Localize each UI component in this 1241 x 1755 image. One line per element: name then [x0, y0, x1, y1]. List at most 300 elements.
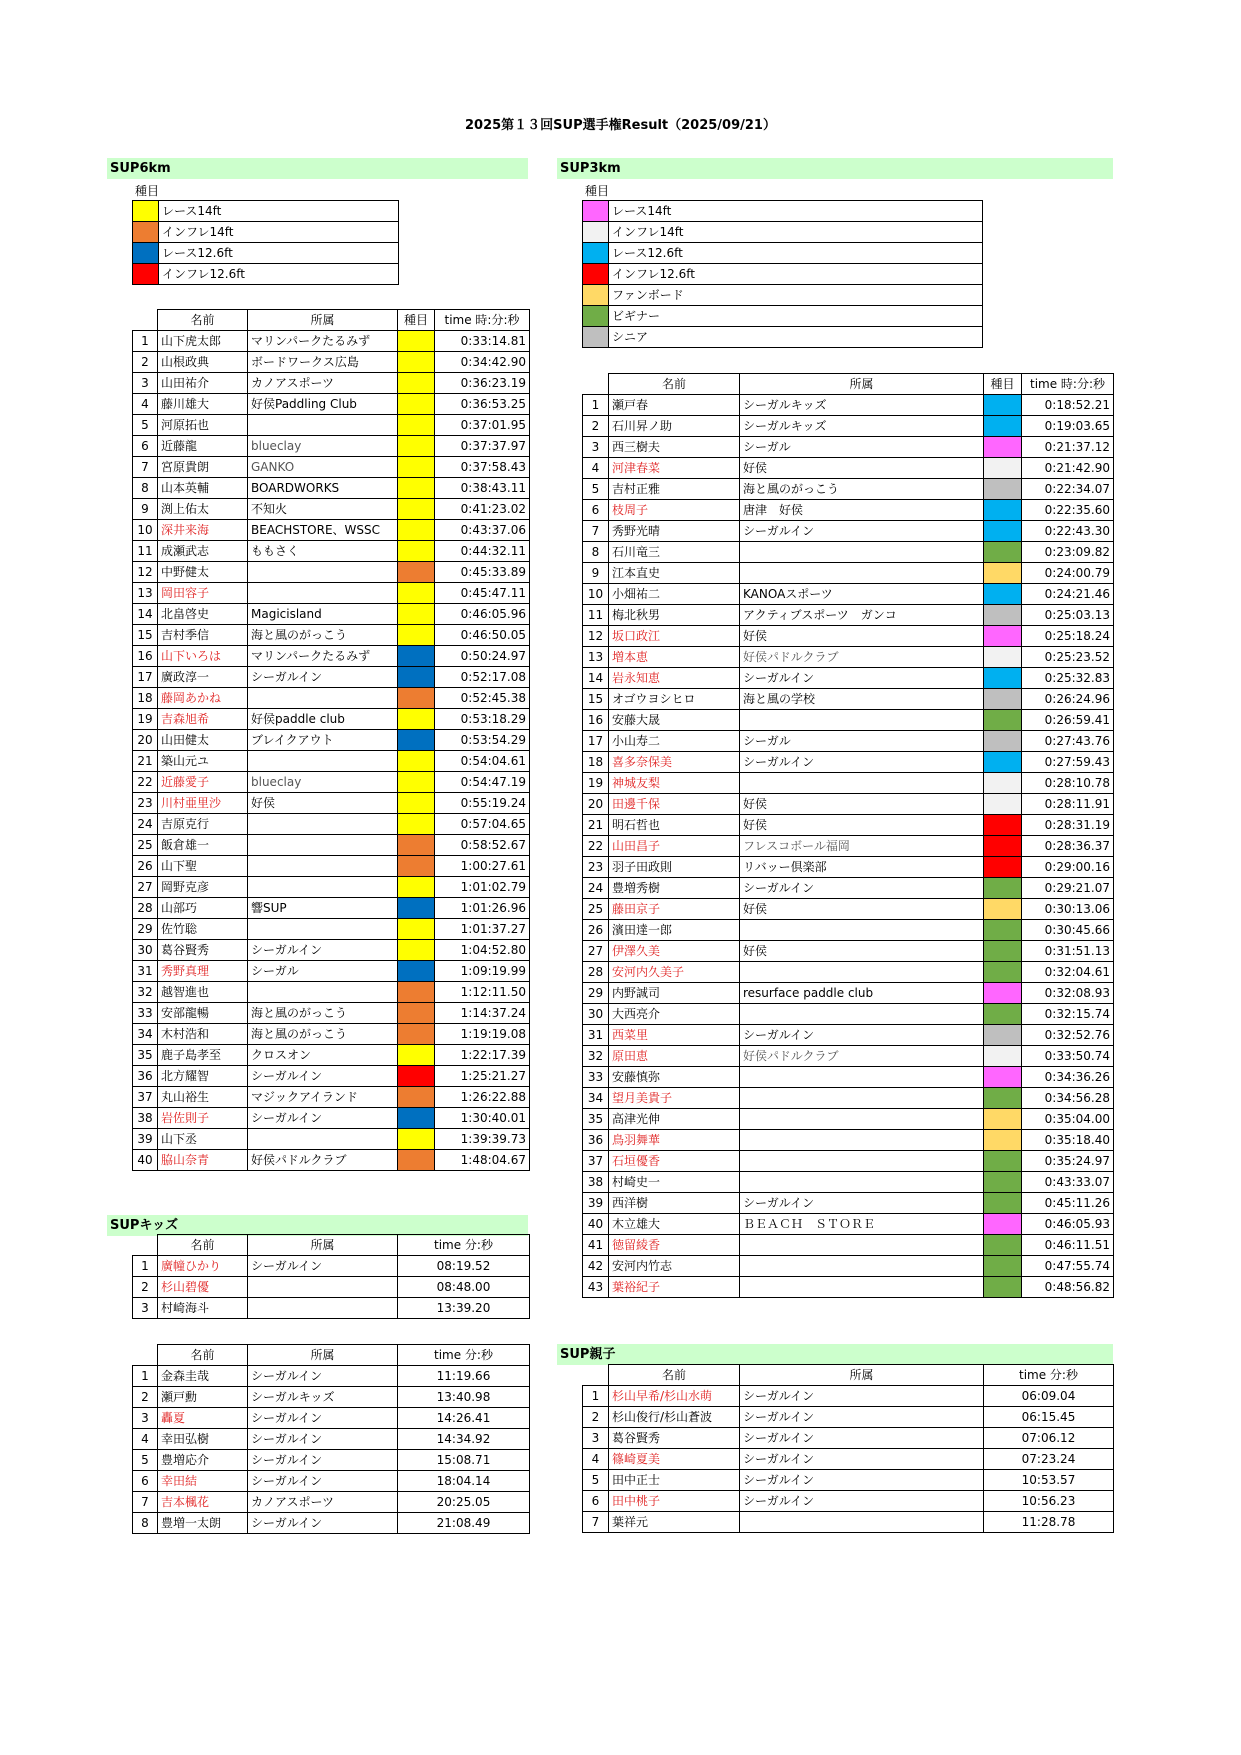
rank-cell: 2	[583, 1407, 609, 1428]
time-cell: 1:00:27.61	[435, 856, 530, 877]
time-cell: 0:28:31.19	[1022, 815, 1114, 836]
category-swatch	[984, 1004, 1022, 1025]
time-cell: 0:50:24.97	[435, 646, 530, 667]
team-cell: BEACHSTORE、WSSC	[248, 520, 398, 541]
category-swatch	[984, 815, 1022, 836]
team-cell: シーガルイン	[248, 1108, 398, 1129]
rank-cell: 1	[133, 331, 158, 352]
team-cell: シーガルイン	[248, 667, 398, 688]
name-cell: 田中正士	[609, 1470, 740, 1491]
team-cell: 海と風のがっこう	[248, 625, 398, 646]
column-header	[583, 1365, 609, 1386]
name-cell: 小山寿二	[609, 731, 740, 752]
legend-label: レース12.6ft	[609, 243, 983, 264]
time-cell: 0:21:37.12	[1022, 437, 1114, 458]
category-swatch	[984, 437, 1022, 458]
rank-cell: 42	[583, 1256, 609, 1277]
team-cell: カノアスポーツ	[248, 373, 398, 394]
team-cell	[248, 919, 398, 940]
category-swatch	[984, 584, 1022, 605]
time-cell: 1:09:19.99	[435, 961, 530, 982]
time-cell: 0:25:18.24	[1022, 626, 1114, 647]
category-swatch	[984, 899, 1022, 920]
table-row	[583, 626, 1114, 647]
time-cell: 10:56.23	[984, 1491, 1114, 1512]
category-swatch	[398, 730, 435, 751]
time-cell: 0:25:23.52	[1022, 647, 1114, 668]
time-cell: 0:32:08.93	[1022, 983, 1114, 1004]
name-cell: 近藤愛子	[158, 772, 248, 793]
rank-cell: 27	[583, 941, 609, 962]
category-swatch	[398, 793, 435, 814]
name-cell: 篠崎夏美	[609, 1449, 740, 1470]
rank-cell: 39	[133, 1129, 158, 1150]
table-row	[583, 857, 1114, 878]
team-cell: シーガル	[248, 961, 398, 982]
time-cell: 0:53:18.29	[435, 709, 530, 730]
name-cell: 河原拓也	[158, 415, 248, 436]
table-row	[133, 499, 530, 520]
time-cell: 1:01:37.27	[435, 919, 530, 940]
time-cell: 21:08.49	[398, 1513, 530, 1534]
team-cell	[740, 1172, 984, 1193]
table-row	[133, 1513, 530, 1534]
name-cell: 大西亮介	[609, 1004, 740, 1025]
team-cell: ブレイクアウト	[248, 730, 398, 751]
name-cell: 江本直史	[609, 563, 740, 584]
name-cell: 増本恵	[609, 647, 740, 668]
name-cell: 成瀬武志	[158, 541, 248, 562]
kids-results-table	[132, 1234, 530, 1319]
name-cell: 喜多奈保美	[609, 752, 740, 773]
header-row	[133, 1345, 530, 1366]
rank-cell: 28	[583, 962, 609, 983]
category-swatch	[398, 436, 435, 457]
category-swatch	[398, 1045, 435, 1066]
name-cell: 北畠啓史	[158, 604, 248, 625]
team-cell	[740, 1130, 984, 1151]
name-cell: 葉祥元	[609, 1512, 740, 1533]
name-cell: 藤岡あかね	[158, 688, 248, 709]
rank-cell: 7	[133, 457, 158, 478]
time-cell: 0:32:04.61	[1022, 962, 1114, 983]
category-swatch	[398, 856, 435, 877]
header-row	[133, 1235, 530, 1256]
column-header: 名前	[609, 374, 740, 395]
team-cell	[248, 751, 398, 772]
table-row	[583, 563, 1114, 584]
category-swatch	[398, 772, 435, 793]
rank-cell: 31	[583, 1025, 609, 1046]
category-swatch	[398, 646, 435, 667]
category-swatch	[984, 626, 1022, 647]
sup3-results-table	[582, 373, 1114, 1298]
table-row	[583, 962, 1114, 983]
table-row	[583, 1386, 1114, 1407]
table-row	[583, 668, 1114, 689]
team-cell	[248, 1129, 398, 1150]
time-cell: 0:27:59.43	[1022, 752, 1114, 773]
team-cell: アクティブスポーツ ガンコ	[740, 605, 984, 626]
name-cell: 脇山奈青	[158, 1150, 248, 1171]
name-cell: 木村浩和	[158, 1024, 248, 1045]
time-cell: 1:12:11.50	[435, 982, 530, 1003]
time-cell: 10:53.57	[984, 1470, 1114, 1491]
table-row	[133, 394, 530, 415]
team-cell	[740, 1512, 984, 1533]
rank-cell: 17	[133, 667, 158, 688]
legend-row	[583, 285, 983, 306]
rank-cell: 18	[133, 688, 158, 709]
time-cell: 06:15.45	[984, 1407, 1114, 1428]
rank-cell: 27	[133, 877, 158, 898]
table-row	[583, 710, 1114, 731]
category-swatch	[984, 1277, 1022, 1298]
category-swatch	[398, 898, 435, 919]
column-header: time 時:分:秒	[1022, 374, 1114, 395]
time-cell: 0:55:19.24	[435, 793, 530, 814]
category-swatch	[398, 478, 435, 499]
team-cell: シーガルイン	[248, 1450, 398, 1471]
team-cell	[740, 542, 984, 563]
name-cell: 原田恵	[609, 1046, 740, 1067]
category-swatch	[984, 1046, 1022, 1067]
table-row	[133, 1277, 530, 1298]
table-row	[133, 1129, 530, 1150]
time-cell: 1:30:40.01	[435, 1108, 530, 1129]
team-cell: KANOAスポーツ	[740, 584, 984, 605]
name-cell: 石川昇ノ助	[609, 416, 740, 437]
page-title: 2025第１３回SUP選手権Result（2025/09/21）	[465, 118, 776, 133]
time-cell: 1:25:21.27	[435, 1066, 530, 1087]
team-cell: 好侯パドルクラブ	[740, 1046, 984, 1067]
rank-cell: 14	[133, 604, 158, 625]
table-row	[133, 625, 530, 646]
rank-cell: 20	[133, 730, 158, 751]
rank-cell: 15	[133, 625, 158, 646]
table-row	[583, 1067, 1114, 1088]
time-cell: 13:40.98	[398, 1387, 530, 1408]
team-cell: シーガルイン	[740, 521, 984, 542]
column-header	[133, 310, 158, 331]
table-row	[583, 542, 1114, 563]
rank-cell: 3	[133, 373, 158, 394]
rank-cell: 30	[583, 1004, 609, 1025]
legend-swatch	[583, 306, 609, 327]
name-cell: 小畑祐二	[609, 584, 740, 605]
team-cell: blueclay	[248, 772, 398, 793]
table-row	[133, 1366, 530, 1387]
legend-label: インフレ14ft	[159, 222, 399, 243]
team-cell: 海と風のがっこう	[248, 1003, 398, 1024]
name-cell: 轟夏	[158, 1408, 248, 1429]
table-row	[583, 416, 1114, 437]
team-cell: シーガルイン	[740, 1491, 984, 1512]
table-row	[133, 1087, 530, 1108]
time-cell: 0:33:50.74	[1022, 1046, 1114, 1067]
name-cell: 安河内竹志	[609, 1256, 740, 1277]
team-cell: ボードワークス広島	[248, 352, 398, 373]
team-cell: シーガルイン	[740, 1386, 984, 1407]
table-row	[133, 331, 530, 352]
name-cell: 吉村正雅	[609, 479, 740, 500]
legend-row	[583, 264, 983, 285]
name-cell: 神城友梨	[609, 773, 740, 794]
table-row	[583, 1109, 1114, 1130]
name-cell: 岡田容子	[158, 583, 248, 604]
table-row	[133, 373, 530, 394]
table-row	[133, 1256, 530, 1277]
category-swatch	[984, 731, 1022, 752]
header-row	[133, 310, 530, 331]
legend-swatch	[583, 201, 609, 222]
table-row	[133, 541, 530, 562]
time-cell: 0:36:53.25	[435, 394, 530, 415]
rank-cell: 9	[133, 499, 158, 520]
rank-cell: 7	[583, 1512, 609, 1533]
time-cell: 0:41:23.02	[435, 499, 530, 520]
name-cell: 秀野真理	[158, 961, 248, 982]
column-header: 種目	[398, 310, 435, 331]
category-swatch	[398, 1024, 435, 1045]
legend-swatch	[133, 243, 159, 264]
rank-cell: 1	[133, 1256, 158, 1277]
team-cell: 響SUP	[248, 898, 398, 919]
team-cell: シーガルイン	[248, 1513, 398, 1534]
name-cell: 安河内久美子	[609, 962, 740, 983]
name-cell: 岡野克彦	[158, 877, 248, 898]
category-swatch	[984, 1193, 1022, 1214]
time-cell: 0:43:33.07	[1022, 1172, 1114, 1193]
name-cell: 濱田達一郎	[609, 920, 740, 941]
header-row	[583, 374, 1114, 395]
name-cell: 幸田結	[158, 1471, 248, 1492]
team-cell	[248, 982, 398, 1003]
team-cell	[740, 563, 984, 584]
team-cell	[248, 1277, 398, 1298]
name-cell: 西洋樹	[609, 1193, 740, 1214]
time-cell: 0:48:56.82	[1022, 1277, 1114, 1298]
team-cell: シーガルイン	[740, 1025, 984, 1046]
table-row	[583, 395, 1114, 416]
column-header: time 分:秒	[398, 1345, 530, 1366]
rank-cell: 25	[133, 835, 158, 856]
team-cell	[740, 1067, 984, 1088]
table-row	[133, 1150, 530, 1171]
name-cell: 金森圭哉	[158, 1366, 248, 1387]
kids-heading: SUPキッズ	[107, 1215, 528, 1236]
team-cell: リバッー倶楽部	[740, 857, 984, 878]
column-header: 名前	[158, 310, 248, 331]
column-header: 所属	[740, 374, 984, 395]
table-row	[583, 815, 1114, 836]
name-cell: 鹿子島孝至	[158, 1045, 248, 1066]
table-row	[133, 583, 530, 604]
rank-cell: 5	[133, 415, 158, 436]
name-cell: 藤田京子	[609, 899, 740, 920]
name-cell: 杉山俊行/杉山蒼波	[609, 1407, 740, 1428]
table-row	[583, 1130, 1114, 1151]
category-swatch	[984, 920, 1022, 941]
team-cell: 好侯	[740, 458, 984, 479]
time-cell: 20:25.05	[398, 1492, 530, 1513]
team-cell	[740, 962, 984, 983]
team-cell: マリンパークたるみず	[248, 646, 398, 667]
team-cell: シーガルキッズ	[740, 416, 984, 437]
time-cell: 0:28:36.37	[1022, 836, 1114, 857]
name-cell: 深井来海	[158, 520, 248, 541]
rank-cell: 35	[133, 1045, 158, 1066]
name-cell: 徳留綾香	[609, 1235, 740, 1256]
table-row	[133, 1492, 530, 1513]
rank-cell: 8	[133, 1513, 158, 1534]
legend-row	[133, 243, 399, 264]
rank-cell: 17	[583, 731, 609, 752]
team-cell: マジックアイランド	[248, 1087, 398, 1108]
rank-cell: 34	[583, 1088, 609, 1109]
name-cell: 瀬戸勳	[158, 1387, 248, 1408]
rank-cell: 21	[583, 815, 609, 836]
category-swatch	[398, 667, 435, 688]
team-cell: 好侯	[740, 941, 984, 962]
name-cell: 岩永知恵	[609, 668, 740, 689]
column-header	[583, 374, 609, 395]
table-row	[133, 1387, 530, 1408]
team-cell: 唐津 好侯	[740, 500, 984, 521]
time-cell: 0:23:09.82	[1022, 542, 1114, 563]
team-cell: 好侯	[740, 794, 984, 815]
rank-cell: 32	[133, 982, 158, 1003]
table-row	[583, 521, 1114, 542]
name-cell: 葛谷賢秀	[158, 940, 248, 961]
table-row	[583, 1512, 1114, 1533]
legend-swatch	[583, 222, 609, 243]
rank-cell: 31	[133, 961, 158, 982]
name-cell: 越智進也	[158, 982, 248, 1003]
table-row	[583, 1470, 1114, 1491]
time-cell: 0:46:11.51	[1022, 1235, 1114, 1256]
legend-label: レース14ft	[609, 201, 983, 222]
rank-cell: 5	[133, 1450, 158, 1471]
name-cell: 吉本楓花	[158, 1492, 248, 1513]
time-cell: 0:24:21.46	[1022, 584, 1114, 605]
table-row	[133, 1045, 530, 1066]
table-row	[583, 437, 1114, 458]
table-row	[583, 752, 1114, 773]
rank-cell: 34	[133, 1024, 158, 1045]
name-cell: オゴウヨシヒロ	[609, 689, 740, 710]
rank-cell: 5	[583, 479, 609, 500]
rank-cell: 14	[583, 668, 609, 689]
name-cell: 吉村季信	[158, 625, 248, 646]
category-swatch	[984, 1088, 1022, 1109]
time-cell: 0:35:24.97	[1022, 1151, 1114, 1172]
name-cell: 山下聖	[158, 856, 248, 877]
table-row	[133, 709, 530, 730]
legend-row	[583, 222, 983, 243]
rank-cell: 1	[583, 1386, 609, 1407]
rank-cell: 21	[133, 751, 158, 772]
category-swatch	[984, 647, 1022, 668]
rank-cell: 6	[133, 1471, 158, 1492]
rank-cell: 24	[583, 878, 609, 899]
team-cell: シーガルイン	[740, 1449, 984, 1470]
team-cell	[740, 1088, 984, 1109]
table-row	[133, 835, 530, 856]
table-row	[133, 1471, 530, 1492]
column-header: time 分:秒	[984, 1365, 1114, 1386]
table-row	[133, 1450, 530, 1471]
time-cell: 0:22:43.30	[1022, 521, 1114, 542]
time-cell: 0:30:45.66	[1022, 920, 1114, 941]
name-cell: 山根政典	[158, 352, 248, 373]
table-row	[133, 814, 530, 835]
sup6-legend-title: 種目	[135, 184, 160, 198]
table-row	[583, 899, 1114, 920]
name-cell: 廣政淳一	[158, 667, 248, 688]
rank-cell: 11	[583, 605, 609, 626]
category-swatch	[398, 1150, 435, 1171]
team-cell: シーガルイン	[740, 752, 984, 773]
column-header: 名前	[158, 1345, 248, 1366]
category-swatch	[398, 415, 435, 436]
name-cell: 山下丞	[158, 1129, 248, 1150]
legend-swatch	[583, 285, 609, 306]
category-swatch	[984, 836, 1022, 857]
table-row	[583, 1449, 1114, 1470]
time-cell: 11:28.78	[984, 1512, 1114, 1533]
category-swatch	[984, 416, 1022, 437]
column-header	[133, 1235, 158, 1256]
name-cell: 丸山裕生	[158, 1087, 248, 1108]
table-row	[583, 479, 1114, 500]
rank-cell: 29	[583, 983, 609, 1004]
legend-swatch	[583, 264, 609, 285]
category-swatch	[984, 773, 1022, 794]
time-cell: 0:54:04.61	[435, 751, 530, 772]
rank-cell: 13	[583, 647, 609, 668]
category-swatch	[398, 373, 435, 394]
time-cell: 1:48:04.67	[435, 1150, 530, 1171]
table-row	[583, 941, 1114, 962]
time-cell: 0:35:18.40	[1022, 1130, 1114, 1151]
category-swatch	[398, 1066, 435, 1087]
table-row	[133, 646, 530, 667]
category-swatch	[398, 877, 435, 898]
column-header: 名前	[158, 1235, 248, 1256]
category-swatch	[398, 541, 435, 562]
table-row	[133, 1429, 530, 1450]
rank-cell: 38	[583, 1172, 609, 1193]
time-cell: 07:23.24	[984, 1449, 1114, 1470]
category-swatch	[398, 835, 435, 856]
name-cell: 村崎史一	[609, 1172, 740, 1193]
legend-label: インフレ12.6ft	[159, 264, 399, 285]
time-cell: 0:33:14.81	[435, 331, 530, 352]
table-row	[133, 478, 530, 499]
team-cell: クロスオン	[248, 1045, 398, 1066]
rank-cell: 2	[583, 416, 609, 437]
category-swatch	[984, 521, 1022, 542]
rank-cell: 11	[133, 541, 158, 562]
time-cell: 18:04.14	[398, 1471, 530, 1492]
table-row	[133, 877, 530, 898]
time-cell: 11:19.66	[398, 1366, 530, 1387]
table-row	[583, 1151, 1114, 1172]
name-cell: 岩佐則子	[158, 1108, 248, 1129]
team-cell: シーガル	[740, 731, 984, 752]
team-cell: GANKO	[248, 457, 398, 478]
